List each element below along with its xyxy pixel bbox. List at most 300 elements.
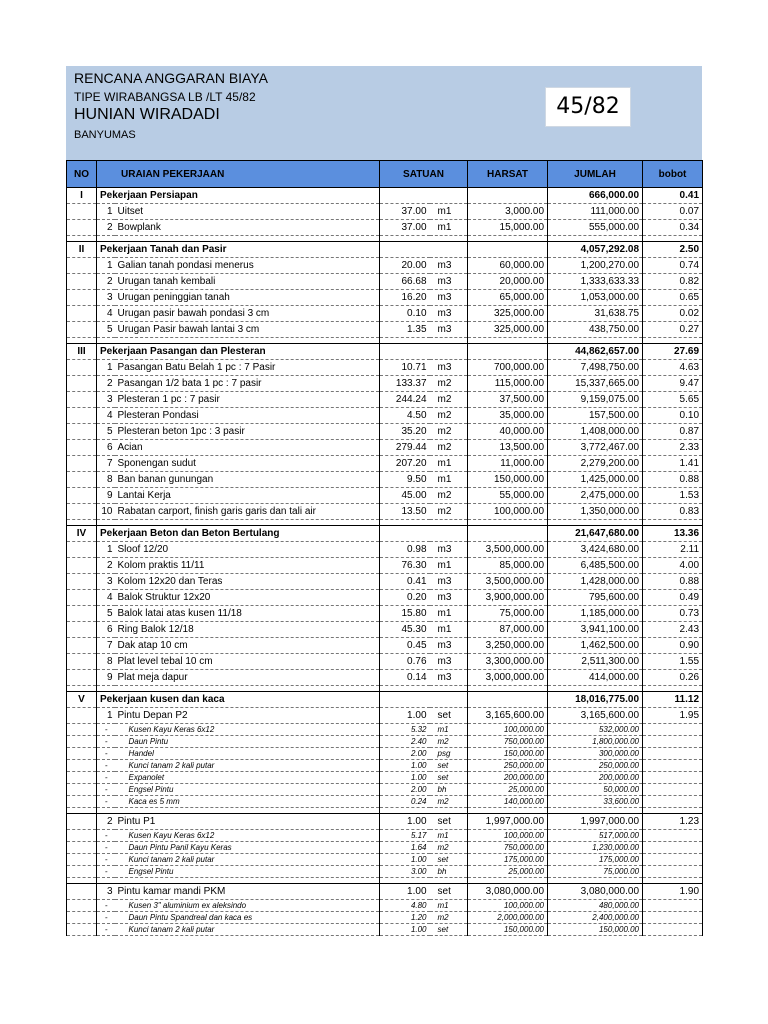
quantity xyxy=(380,242,430,258)
row-number xyxy=(67,376,97,392)
item-number: - xyxy=(97,736,115,748)
document-header xyxy=(66,66,702,160)
amount: 44,862,657.00 xyxy=(548,344,643,360)
item-description: Kunci tanam 2 kali putar xyxy=(115,854,380,866)
quantity: 9.50 xyxy=(380,472,430,488)
unit: m2 xyxy=(430,408,468,424)
amount: 75,000.00 xyxy=(548,866,643,878)
weight: 0.41 xyxy=(643,188,703,204)
item-number: 4 xyxy=(97,306,115,322)
sub-item-row xyxy=(67,736,703,748)
weight: 0.27 xyxy=(643,322,703,338)
quantity xyxy=(380,526,430,542)
unit: m2 xyxy=(430,504,468,520)
row-number xyxy=(67,558,97,574)
row-number xyxy=(67,884,97,900)
item-number: - xyxy=(97,842,115,854)
unit-price: 700,000.00 xyxy=(468,360,548,376)
row-number xyxy=(67,360,97,376)
item-description: Pekerjaan Beton dan Beton Bertulang xyxy=(97,526,380,542)
sub-item-row xyxy=(67,772,703,784)
row-number xyxy=(67,504,97,520)
unit-price: 13,500.00 xyxy=(468,440,548,456)
unit: m3 xyxy=(430,290,468,306)
item-description: Pasangan 1/2 bata 1 pc : 7 pasir xyxy=(115,376,380,392)
amount: 31,638.75 xyxy=(548,306,643,322)
amount: 2,279,200.00 xyxy=(548,456,643,472)
type-badge: 45/82 xyxy=(545,87,631,127)
item-number: 7 xyxy=(97,456,115,472)
amount: 18,016,775.00 xyxy=(548,692,643,708)
amount: 300,000.00 xyxy=(548,748,643,760)
quantity: 4.50 xyxy=(380,408,430,424)
weight: 0.87 xyxy=(643,424,703,440)
item-description: Kusen Kayu Keras 6x12 xyxy=(115,830,380,842)
unit: set xyxy=(430,884,468,900)
item-description: Sloof 12/20 xyxy=(115,542,380,558)
unit: set xyxy=(430,772,468,784)
weight xyxy=(643,854,703,866)
row-number xyxy=(67,724,97,736)
unit: m2 xyxy=(430,376,468,392)
unit-price: 3,500,000.00 xyxy=(468,574,548,590)
unit: m2 xyxy=(430,440,468,456)
row-number xyxy=(67,542,97,558)
amount: 414,000.00 xyxy=(548,670,643,686)
unit: m2 xyxy=(430,736,468,748)
item-description: Plat level tebal 10 cm xyxy=(115,654,380,670)
table-row xyxy=(67,504,703,520)
amount: 4,057,292.08 xyxy=(548,242,643,258)
unit: set xyxy=(430,924,468,936)
item-number: 6 xyxy=(97,440,115,456)
amount: 3,080,000.00 xyxy=(548,884,643,900)
unit-price: 325,000.00 xyxy=(468,322,548,338)
unit xyxy=(430,692,468,708)
amount: 50,000.00 xyxy=(548,784,643,796)
weight: 0.10 xyxy=(643,408,703,424)
row-number xyxy=(67,322,97,338)
row-number: IV xyxy=(67,526,97,542)
item-description: Ban banan gunungan xyxy=(115,472,380,488)
quantity: 0.45 xyxy=(380,638,430,654)
quantity: 10.71 xyxy=(380,360,430,376)
quantity: 20.00 xyxy=(380,258,430,274)
unit-price: 60,000.00 xyxy=(468,258,548,274)
weight xyxy=(643,912,703,924)
item-number: 5 xyxy=(97,606,115,622)
unit-price: 35,000.00 xyxy=(468,408,548,424)
unit: m1 xyxy=(430,472,468,488)
weight: 0.65 xyxy=(643,290,703,306)
quantity: 0.76 xyxy=(380,654,430,670)
item-number: - xyxy=(97,924,115,936)
unit-price: 750,000.00 xyxy=(468,842,548,854)
item-number: 2 xyxy=(97,220,115,236)
amount: 21,647,680.00 xyxy=(548,526,643,542)
unit-price: 1,997,000.00 xyxy=(468,814,548,830)
house-type: TIPE WIRABANGSA LB /LT 45/82 xyxy=(74,90,256,104)
item-description: Pekerjaan Persiapan xyxy=(97,188,380,204)
unit: psg xyxy=(430,748,468,760)
item-number: 1 xyxy=(97,204,115,220)
item-description: Expanolet xyxy=(115,772,380,784)
budget-table xyxy=(66,160,703,936)
item-number: 4 xyxy=(97,590,115,606)
amount: 480,000.00 xyxy=(548,900,643,912)
item-description: Ring Balok 12/18 xyxy=(115,622,380,638)
row-number xyxy=(67,392,97,408)
unit: m3 xyxy=(430,306,468,322)
sub-item-row xyxy=(67,784,703,796)
weight: 9.47 xyxy=(643,376,703,392)
row-number xyxy=(67,736,97,748)
row-number xyxy=(67,574,97,590)
amount: 111,000.00 xyxy=(548,204,643,220)
item-number: - xyxy=(97,900,115,912)
unit-price: 100,000.00 xyxy=(468,830,548,842)
row-number xyxy=(67,748,97,760)
row-number xyxy=(67,638,97,654)
quantity: 1.00 xyxy=(380,924,430,936)
weight: 4.63 xyxy=(643,360,703,376)
item-description: Daun Pintu xyxy=(115,736,380,748)
item-description: Engsel Pintu xyxy=(115,866,380,878)
item-description: Urugan peninggian tanah xyxy=(115,290,380,306)
table-row xyxy=(67,708,703,724)
quantity: 1.00 xyxy=(380,772,430,784)
sub-item-row xyxy=(67,842,703,854)
table-row xyxy=(67,542,703,558)
item-number: 7 xyxy=(97,638,115,654)
item-description: Dak atap 10 cm xyxy=(115,638,380,654)
weight: 0.90 xyxy=(643,638,703,654)
unit xyxy=(430,188,468,204)
item-description: Bowplank xyxy=(115,220,380,236)
unit: m1 xyxy=(430,622,468,638)
quantity: 0.24 xyxy=(380,796,430,808)
unit: m1 xyxy=(430,724,468,736)
unit-price: 25,000.00 xyxy=(468,784,548,796)
quantity: 2.00 xyxy=(380,784,430,796)
unit-price: 3,000.00 xyxy=(468,204,548,220)
weight xyxy=(643,760,703,772)
section-row xyxy=(67,242,703,258)
item-number: 8 xyxy=(97,654,115,670)
quantity: 76.30 xyxy=(380,558,430,574)
unit: m2 xyxy=(430,424,468,440)
item-description: Pintu P1 xyxy=(115,814,380,830)
item-description: Pintu kamar mandi PKM xyxy=(115,884,380,900)
project-name: HUNIAN WIRADADI xyxy=(74,106,220,123)
amount: 1,800,000.00 xyxy=(548,736,643,748)
item-number: 2 xyxy=(97,558,115,574)
section-row xyxy=(67,344,703,360)
unit-price: 250,000.00 xyxy=(468,760,548,772)
row-number xyxy=(67,866,97,878)
table-row xyxy=(67,424,703,440)
weight: 0.82 xyxy=(643,274,703,290)
item-number: 5 xyxy=(97,424,115,440)
quantity: 207.20 xyxy=(380,456,430,472)
row-number: I xyxy=(67,188,97,204)
item-description: Pintu Depan P2 xyxy=(115,708,380,724)
quantity: 2.00 xyxy=(380,748,430,760)
weight: 0.83 xyxy=(643,504,703,520)
table-row xyxy=(67,654,703,670)
unit: m3 xyxy=(430,654,468,670)
unit-price: 100,000.00 xyxy=(468,900,548,912)
row-number xyxy=(67,220,97,236)
weight: 0.88 xyxy=(643,472,703,488)
unit-price xyxy=(468,242,548,258)
unit-price: 3,300,000.00 xyxy=(468,654,548,670)
unit-price: 75,000.00 xyxy=(468,606,548,622)
row-number xyxy=(67,622,97,638)
unit: m1 xyxy=(430,900,468,912)
weight: 0.74 xyxy=(643,258,703,274)
amount: 2,475,000.00 xyxy=(548,488,643,504)
unit-price: 85,000.00 xyxy=(468,558,548,574)
table-row xyxy=(67,814,703,830)
table-row xyxy=(67,204,703,220)
item-description: Uitset xyxy=(115,204,380,220)
table-row xyxy=(67,290,703,306)
weight: 11.12 xyxy=(643,692,703,708)
col-header-harsat: HARSAT xyxy=(468,161,548,188)
sub-item-row xyxy=(67,924,703,936)
item-number: - xyxy=(97,796,115,808)
unit-price xyxy=(468,692,548,708)
weight xyxy=(643,784,703,796)
quantity: 279.44 xyxy=(380,440,430,456)
table-row xyxy=(67,376,703,392)
row-number xyxy=(67,830,97,842)
unit: m3 xyxy=(430,258,468,274)
sub-item-row xyxy=(67,748,703,760)
unit: m2 xyxy=(430,912,468,924)
item-number: 2 xyxy=(97,274,115,290)
table-row xyxy=(67,274,703,290)
row-number xyxy=(67,306,97,322)
row-number xyxy=(67,900,97,912)
row-number xyxy=(67,408,97,424)
weight: 0.88 xyxy=(643,574,703,590)
weight xyxy=(643,796,703,808)
weight xyxy=(643,772,703,784)
unit xyxy=(430,242,468,258)
unit-price: 115,000.00 xyxy=(468,376,548,392)
amount: 2,511,300.00 xyxy=(548,654,643,670)
item-description: Acian xyxy=(115,440,380,456)
weight: 2.50 xyxy=(643,242,703,258)
unit: set xyxy=(430,760,468,772)
amount: 1,200,270.00 xyxy=(548,258,643,274)
unit-price: 3,000,000.00 xyxy=(468,670,548,686)
unit-price: 65,000.00 xyxy=(468,290,548,306)
row-number: II xyxy=(67,242,97,258)
amount: 200,000.00 xyxy=(548,772,643,784)
sub-item-row xyxy=(67,760,703,772)
unit: m2 xyxy=(430,392,468,408)
table-row xyxy=(67,392,703,408)
weight xyxy=(643,842,703,854)
row-number: III xyxy=(67,344,97,360)
row-number xyxy=(67,912,97,924)
table-row xyxy=(67,472,703,488)
col-header-desc: URAIAN PEKERJAAN xyxy=(97,161,380,188)
col-header-no: NO xyxy=(67,161,97,188)
table-row xyxy=(67,884,703,900)
weight: 1.95 xyxy=(643,708,703,724)
quantity: 244.24 xyxy=(380,392,430,408)
amount: 666,000.00 xyxy=(548,188,643,204)
unit-price: 3,080,000.00 xyxy=(468,884,548,900)
item-number: - xyxy=(97,912,115,924)
table-row xyxy=(67,306,703,322)
quantity: 1.00 xyxy=(380,854,430,866)
amount: 157,500.00 xyxy=(548,408,643,424)
unit-price: 100,000.00 xyxy=(468,724,548,736)
quantity: 13.50 xyxy=(380,504,430,520)
unit: m1 xyxy=(430,204,468,220)
item-description: Plesteran Pondasi xyxy=(115,408,380,424)
row-number xyxy=(67,290,97,306)
quantity: 37.00 xyxy=(380,220,430,236)
unit: m3 xyxy=(430,360,468,376)
unit: m1 xyxy=(430,220,468,236)
amount: 1,350,000.00 xyxy=(548,504,643,520)
sub-item-row xyxy=(67,912,703,924)
unit-price: 150,000.00 xyxy=(468,748,548,760)
row-number xyxy=(67,258,97,274)
quantity: 0.10 xyxy=(380,306,430,322)
table-body xyxy=(67,188,703,936)
unit: m3 xyxy=(430,574,468,590)
amount: 3,165,600.00 xyxy=(548,708,643,724)
item-description: Balok latai atas kusen 11/18 xyxy=(115,606,380,622)
quantity: 5.32 xyxy=(380,724,430,736)
quantity: 1.35 xyxy=(380,322,430,338)
unit-price: 150,000.00 xyxy=(468,472,548,488)
weight: 4.00 xyxy=(643,558,703,574)
unit: set xyxy=(430,708,468,724)
item-number: 9 xyxy=(97,670,115,686)
weight xyxy=(643,736,703,748)
weight: 27.69 xyxy=(643,344,703,360)
table-row xyxy=(67,360,703,376)
sub-item-row xyxy=(67,830,703,842)
table-row xyxy=(67,440,703,456)
item-number: 1 xyxy=(97,258,115,274)
item-description: Pekerjaan kusen dan kaca xyxy=(97,692,380,708)
col-header-unit: SATUAN xyxy=(380,161,468,188)
row-number xyxy=(67,424,97,440)
row-number xyxy=(67,440,97,456)
table-row xyxy=(67,220,703,236)
amount: 1,053,000.00 xyxy=(548,290,643,306)
amount: 517,000.00 xyxy=(548,830,643,842)
quantity: 1.20 xyxy=(380,912,430,924)
quantity: 37.00 xyxy=(380,204,430,220)
amount: 33,600.00 xyxy=(548,796,643,808)
quantity: 5.17 xyxy=(380,830,430,842)
quantity: 1.00 xyxy=(380,814,430,830)
item-number: 5 xyxy=(97,322,115,338)
unit-price: 140,000.00 xyxy=(468,796,548,808)
amount: 6,485,500.00 xyxy=(548,558,643,574)
row-number xyxy=(67,784,97,796)
amount: 250,000.00 xyxy=(548,760,643,772)
unit: m1 xyxy=(430,606,468,622)
item-description: Kaca es 5 mm xyxy=(115,796,380,808)
item-description: Lantai Kerja xyxy=(115,488,380,504)
weight: 1.23 xyxy=(643,814,703,830)
weight: 0.26 xyxy=(643,670,703,686)
unit-price xyxy=(468,188,548,204)
item-number: 2 xyxy=(97,376,115,392)
item-description: Kusen Kayu Keras 6x12 xyxy=(115,724,380,736)
row-number xyxy=(67,456,97,472)
item-description: Kusen 3" aluminium ex aleksindo xyxy=(115,900,380,912)
unit: bh xyxy=(430,866,468,878)
row-number xyxy=(67,204,97,220)
row-number xyxy=(67,842,97,854)
unit-price: 55,000.00 xyxy=(468,488,548,504)
weight: 1.90 xyxy=(643,884,703,900)
item-description: Sponengan sudut xyxy=(115,456,380,472)
quantity: 0.20 xyxy=(380,590,430,606)
weight xyxy=(643,866,703,878)
weight xyxy=(643,900,703,912)
weight: 0.07 xyxy=(643,204,703,220)
item-description: Kunci tanam 2 kali putar xyxy=(115,760,380,772)
quantity: 3.00 xyxy=(380,866,430,878)
quantity: 0.98 xyxy=(380,542,430,558)
weight: 0.02 xyxy=(643,306,703,322)
item-description: Plesteran 1 pc : 7 pasir xyxy=(115,392,380,408)
amount: 3,941,100.00 xyxy=(548,622,643,638)
weight: 1.55 xyxy=(643,654,703,670)
item-number: 4 xyxy=(97,408,115,424)
unit xyxy=(430,344,468,360)
quantity: 45.30 xyxy=(380,622,430,638)
item-number: - xyxy=(97,748,115,760)
unit-price: 87,000.00 xyxy=(468,622,548,638)
unit-price xyxy=(468,344,548,360)
unit-price: 150,000.00 xyxy=(468,924,548,936)
unit-price: 3,900,000.00 xyxy=(468,590,548,606)
amount: 1,462,500.00 xyxy=(548,638,643,654)
item-number: - xyxy=(97,854,115,866)
row-number xyxy=(67,772,97,784)
item-number: 3 xyxy=(97,392,115,408)
item-number: - xyxy=(97,866,115,878)
project-location: BANYUMAS xyxy=(74,129,136,141)
unit: m1 xyxy=(430,830,468,842)
unit: m3 xyxy=(430,590,468,606)
item-description: Kolom 12x20 dan Teras xyxy=(115,574,380,590)
weight: 5.65 xyxy=(643,392,703,408)
item-description: Pasangan Batu Belah 1 pc : 7 Pasir xyxy=(115,360,380,376)
unit: m3 xyxy=(430,670,468,686)
item-description: Kunci tanam 2 kali putar xyxy=(115,924,380,936)
col-header-bobot: bobot xyxy=(643,161,703,188)
item-number: 3 xyxy=(97,290,115,306)
item-number: 1 xyxy=(97,542,115,558)
item-number: 2 xyxy=(97,814,115,830)
quantity: 45.00 xyxy=(380,488,430,504)
